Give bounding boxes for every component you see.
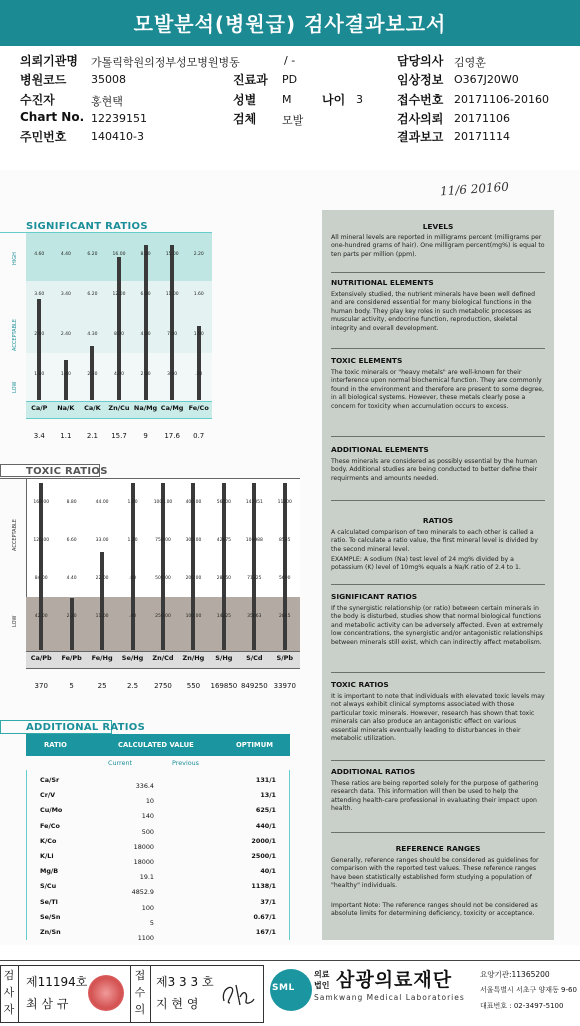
tox-value-label: 169850 [210, 682, 238, 690]
report-date-label: 결과보고 [397, 130, 444, 144]
tox-value-label: 370 [34, 682, 48, 690]
tox-tick-label: 5690 [279, 576, 291, 581]
tox-tick-label: 8.80 [66, 500, 77, 505]
ratio-name: Cr/V [40, 791, 56, 800]
report-date-value: 20171114 [454, 130, 510, 143]
ratio-name: K/Li [40, 852, 54, 860]
institution-label: 의뢰기관명 [20, 54, 78, 68]
sig-category-label: Ca/P [31, 404, 48, 412]
ratios-title: RATIOS [422, 516, 454, 525]
resident-no-value: 140410-3 [91, 130, 144, 143]
tox-tick-label: 750.00 [155, 538, 171, 543]
ratio-name: Se/Tl [40, 897, 58, 906]
tox-tick-label: 11300 [277, 500, 292, 505]
ratio-name: Zn/Sn [40, 928, 61, 936]
tox-category-label: Se/Hg [121, 654, 144, 662]
significant-title: SIGNIFICANT RATIOS [26, 221, 148, 232]
ratio-optimum: 2000/1 [251, 836, 276, 845]
additional-elements-text: These minerals are considered as possibly essential by the human body. Additional studies are being conducted to better define their requirments and amounts needed. [331, 458, 538, 482]
sig-tick-label: 15.00 [165, 252, 179, 257]
request-date-label: 검사의뢰 [397, 112, 444, 126]
sig-bar [197, 326, 201, 400]
tox-category-label: Fe/Hg [91, 654, 113, 662]
ratio-current: 5 [149, 918, 154, 927]
tox-bar [191, 483, 195, 650]
reference-text: Generally, reference ranges should be considered as guidelines for comparison with the reported test values. These reference ranges have been statistically established form studying a population of "healthy" individuals. [331, 857, 539, 890]
request-date-value: 20171106 [454, 112, 510, 125]
receiver-license: 제3 3 3 호 [156, 975, 214, 989]
examiner-name: 최 삼 규 [26, 997, 69, 1011]
sig-tick-label: 3.00 [167, 372, 178, 377]
tox-value-label: 849250 [240, 682, 268, 690]
sig-tick-label: 2.60 [34, 332, 45, 337]
footer [0, 960, 580, 1026]
clinical-info-value: O367J20W0 [454, 73, 519, 86]
additional-header [26, 734, 290, 756]
tox-tick-label: 200.00 [185, 576, 202, 581]
col-calculated: CALCULATED VALUE [118, 741, 194, 749]
tox-tick-label: 100.00 [185, 614, 202, 619]
ratio-current: 10 [145, 797, 154, 806]
sig-tick-label: 4.40 [60, 252, 71, 257]
ratio-optimum: 1138/1 [251, 882, 276, 891]
sig-value-label: 1.1 [60, 432, 72, 440]
receipt-no-label: 접수번호 [397, 93, 444, 107]
sig-tick-label: 2.20 [193, 252, 204, 257]
receiver-label: 접수의 [134, 969, 146, 1016]
institution-sep: / - [284, 54, 296, 67]
report-title: 모발분석(병원급) 검사결과보고서 [0, 0, 580, 46]
hospital-code-value: 35008 [91, 73, 126, 86]
sig-category-label: Na/Mg [133, 404, 158, 412]
sig-zone-low: LOW [12, 381, 18, 393]
department-label: 진료과 [233, 73, 268, 87]
ratio-current: 100 [141, 903, 154, 912]
additional-elements-title: ADDITIONAL ELEMENTS [331, 445, 429, 454]
tox-zone-acceptable: ACCEPTABLE [12, 519, 18, 551]
sig-tick-label: 4.00 [140, 332, 151, 337]
receipt-no-value: 20171106-20160 [454, 93, 549, 106]
reference-note: Important Note: The reference ranges should not be considered as absolute limits for determining deficiency, toxicity or acceptance. [331, 902, 538, 918]
ratios-text: A calculated comparison of two minerals to each other is called a ratio. To calculate a ratio value, the first mineral level is divided by the second mineral level. [331, 529, 538, 553]
signature-icon [218, 979, 256, 1009]
ratio-name: Cu/Mo [40, 806, 63, 815]
sig-value-label: 15.7 [111, 432, 127, 440]
col-optimum: OPTIMUM [236, 741, 273, 749]
tox-value-label: 2.5 [126, 682, 139, 690]
tox-tick-label: .80 [128, 576, 137, 581]
sig-category-label: Ca/Mg [160, 404, 184, 412]
company-english: Samkwang Medical Laboratories [314, 993, 465, 1002]
clinical-info-label: 임상정보 [397, 73, 444, 87]
tox-value-label: 25 [97, 682, 107, 690]
tox-tick-label: 44.00 [95, 500, 109, 505]
sig-tick-label: 12.00 [112, 292, 126, 297]
hospital-code-label: 병원코드 [20, 73, 67, 87]
specimen-value: 모발 [282, 114, 304, 127]
tox-tick-label: 168.00 [33, 500, 50, 505]
ratio-current: 18000 [133, 858, 154, 866]
tox-bar [252, 483, 256, 650]
sig-bar [37, 299, 41, 400]
sig-value-label: 17.6 [164, 432, 180, 440]
sig-value-label: 3.4 [33, 432, 45, 440]
sig-category-label: Na/K [57, 404, 75, 412]
tox-bar [161, 483, 165, 650]
tox-tick-label: 35663 [247, 614, 262, 619]
ratio-current: 140 [141, 812, 154, 821]
ratios-example: EXAMPLE: A sodium (Na) test level of 24 mg% divided by a potassium (K) level of 10mg% equals a Na/K ratio of 2.4 to 1. [331, 556, 521, 572]
sig-category-label: Zn/Cu [108, 404, 130, 412]
sig-tick-label: 1.00 [193, 332, 204, 337]
institution-value: 가톨릭학원의정부성모병원병동 [91, 56, 240, 69]
tox-tick-label: 1000.00 [153, 500, 173, 505]
sub-current: Current [108, 759, 133, 767]
ratio-current: 500 [141, 827, 154, 836]
sig-tick-label: 16.00 [112, 252, 126, 257]
sig-tick-label: 11.00 [165, 292, 179, 297]
ratio-current: 1100 [137, 934, 154, 942]
tox-tick-label: 14225 [216, 614, 232, 619]
tox-tick-label: 126.00 [33, 538, 50, 543]
levels-title: LEVELS [422, 222, 454, 231]
sig-tick-label: 1.40 [60, 372, 71, 377]
examiner-label: 검사자 [3, 969, 15, 1016]
tox-tick-label: 22.00 [95, 576, 109, 581]
tox-category-label: Fe/Pb [61, 654, 82, 662]
handwritten-note: 11/6 20160 [439, 179, 510, 199]
ratio-name: Mg/B [40, 867, 59, 876]
patient-label: 수진자 [20, 93, 55, 107]
ratio-name: K/Co [40, 836, 57, 845]
examiner-license: 제11194호 [26, 975, 88, 989]
significant-info-text: If the synergistic relationship (or ratio) between certain minerals in the body is disturbed, studies show that normal biological functions and metabolic activity can be adversely affected. Even at extremely low concentrations, the synergistic and/or antagonistic relationships between minerals still exist, which can indirectly affect metabolism. [331, 605, 543, 646]
chart-no-label: Chart No. [20, 110, 85, 124]
sex-value: M [282, 93, 292, 106]
tox-category-label: S/Hg [215, 654, 233, 662]
sig-tick-label: 2.30 [87, 372, 98, 377]
sig-tick-label: 1.60 [193, 292, 204, 297]
ratio-optimum: 167/1 [255, 928, 276, 936]
department-value: PD [282, 73, 298, 86]
tox-value-label: 550 [186, 682, 201, 690]
doctor-value: 김영훈 [454, 56, 486, 69]
tox-category-label: Zn/Hg [182, 654, 205, 662]
tox-bar [39, 483, 43, 650]
tox-tick-label: 142351 [245, 500, 263, 505]
chart-no-value: 12239151 [91, 112, 147, 125]
ratio-optimum: 131/1 [255, 776, 276, 784]
tox-category-label: S/Pb [276, 654, 293, 662]
ratio-optimum: 440/1 [255, 821, 276, 830]
specimen-label: 검체 [233, 112, 257, 126]
institution-number: 요양기관:11365200 [480, 970, 550, 979]
sig-tick-label: 8.00 [140, 252, 151, 257]
logo-text: SML [272, 983, 295, 993]
sig-tick-label: 1.60 [34, 372, 45, 377]
toxic-info-title: TOXIC RATIOS [331, 680, 389, 689]
tox-zone-low: LOW [12, 615, 18, 627]
sig-value-label: 0.7 [193, 432, 205, 440]
sig-tick-label: 2.00 [140, 372, 151, 377]
additional-title: ADDITIONAL RATIOS [26, 722, 146, 733]
sig-tick-label: .20 [195, 372, 203, 377]
ratio-name: S/Cu [40, 882, 57, 891]
tox-tick-label: 2.20 [66, 614, 77, 619]
tox-tick-label: 250.00 [155, 614, 171, 619]
sig-zone-high: HIGH [12, 252, 18, 265]
reference-title: REFERENCE RANGES [395, 844, 481, 853]
company-address: 서울특별시 서초구 양재동 9-60 [480, 986, 577, 994]
tox-value-label: 5 [69, 682, 74, 690]
tox-category-label: S/Cd [246, 654, 263, 662]
receiver-name: 지 현 영 [156, 997, 199, 1011]
sig-tick-label: 6.20 [87, 252, 98, 257]
col-ratio: RATIO [44, 741, 67, 749]
tox-tick-label: 1.20 [127, 538, 138, 543]
toxic-title: TOXIC RATIOS [26, 466, 108, 477]
tox-bar [70, 598, 74, 650]
company-phone: 대표번호 : 02-3497-5100 [480, 1002, 564, 1010]
tox-tick-label: 28450 [216, 576, 232, 581]
sig-zone-acceptable: ACCEPTABLE [12, 319, 18, 351]
resident-no-label: 주민번호 [20, 130, 67, 144]
sig-tick-label: 4.30 [87, 332, 98, 337]
tox-tick-label: 11.00 [95, 614, 109, 619]
toxic-info-text: It is important to note that individuals with elevated toxic levels may not always exhibit clinical symptoms associated with those particular toxic minerals. However, research has shown that toxic minerals can also produce an antagonistic effect on various essential minerals eventually leading to disturbances in their metabolic utilization. [331, 693, 545, 743]
additional-info-title: ADDITIONAL RATIOS [331, 767, 416, 776]
tox-tick-label: 42.00 [34, 614, 48, 619]
ratio-name: Se/Sn [40, 912, 61, 921]
sig-tick-label: 6.00 [140, 292, 151, 297]
tox-tick-label: 84.00 [34, 576, 48, 581]
sig-category-label: Ca/K [84, 404, 101, 412]
tox-bar [131, 483, 135, 650]
tox-tick-label: .40 [128, 614, 137, 619]
ratio-current: 336.4 [135, 782, 154, 790]
significant-info-title: SIGNIFICANT RATIOS [331, 592, 418, 601]
tox-value-label: 33970 [273, 682, 296, 690]
doctor-label: 담당의사 [397, 54, 444, 68]
tox-tick-label: 500.00 [155, 576, 171, 581]
sig-value-label: 9 [143, 432, 148, 440]
ratio-optimum: 40/1 [260, 867, 276, 876]
age-label: 나이 [322, 93, 346, 107]
ratio-name: Fe/Co [40, 821, 60, 830]
ratio-current: 4852.9 [131, 888, 154, 897]
sig-value-label: 2.1 [86, 432, 98, 440]
ratio-current: 18000 [133, 842, 154, 851]
tox-tick-label: 56000 [216, 500, 232, 505]
ratio-optimum: 625/1 [255, 806, 276, 815]
nutritional-title: NUTRITIONAL ELEMENTS [331, 278, 434, 287]
tox-value-label: 2750 [154, 682, 172, 690]
tox-tick-label: 106988 [245, 538, 263, 543]
tox-tick-label: 1.60 [127, 500, 138, 505]
sig-tick-label: 2.40 [60, 332, 71, 337]
levels-text: All mineral levels are reported in milligrams percent (milligrams per one-hundred grams of hair). One milligram percent(mg%) is equal to ten parts per million (ppm). [331, 234, 545, 258]
age-value: 3 [356, 93, 363, 106]
sig-tick-label: 7.00 [167, 332, 178, 337]
info-column [322, 210, 554, 940]
sig-bar [64, 360, 68, 400]
ratio-optimum: 37/1 [260, 897, 276, 906]
sig-tick-label: 6.20 [87, 292, 98, 297]
tox-category-label: Ca/Pb [30, 654, 52, 662]
sig-tick-label: 8.00 [113, 332, 125, 337]
toxic-elements-text: The toxic minerals or "heavy metals" are well-known for their interference upon normal biochemical function. They are commonly found in the environment and therefore are present to some degree, in all biological systems. However, these metals clearly pose a concern for toxicity when accumulation occurs to excess. [331, 369, 545, 410]
sig-bar [117, 257, 121, 400]
tox-tick-label: 2845 [279, 614, 291, 619]
tox-tick-label: 6.60 [66, 538, 77, 543]
red-seal-icon [88, 975, 124, 1011]
tox-tick-label: 300.00 [185, 538, 202, 543]
tox-tick-label: 4.40 [66, 576, 77, 581]
additional-info-text: These ratios are being reported solely for the purpose of gathering research data. This information will then be used to help the attending health-care professional in evaluating their impact upon health. [331, 780, 539, 813]
sig-tick-label: 4.00 [113, 372, 125, 377]
ratio-optimum: 2500/1 [251, 852, 276, 860]
tox-tick-label: 8535 [279, 538, 291, 543]
sig-tick-label: 3.40 [60, 292, 71, 297]
ratio-optimum: 13/1 [260, 791, 276, 800]
sig-tick-label: 4.60 [34, 252, 45, 257]
sub-previous: Previous [172, 759, 200, 767]
tox-bar [283, 483, 287, 650]
nutritional-text: Extensively studied, the nutrient minerals have been well defined and are considered essential for many biological functions in the human body. They play key roles in such metabolic processes as muscular activity, endocrine function, reproduction, skeletal integrity and overall development. [331, 291, 536, 332]
tox-bar [222, 483, 226, 650]
sig-tick-label: 3.60 [34, 292, 45, 297]
ratio-name: Ca/Sr [40, 776, 60, 784]
patient-info [0, 46, 580, 150]
patient-value: 홍현택 [91, 95, 123, 108]
toxic-elements-title: TOXIC ELEMENTS [331, 356, 403, 365]
tox-tick-label: 400.00 [185, 500, 202, 505]
tox-tick-label: 33.00 [95, 538, 109, 543]
sex-label: 성별 [233, 93, 257, 107]
corp-label: 의료법인 [314, 970, 330, 990]
company-name: 삼광의료재단 [336, 969, 453, 991]
ratio-current: 19.1 [139, 873, 154, 882]
tox-tick-label: 42675 [216, 538, 232, 543]
sig-category-label: Fe/Co [188, 404, 209, 412]
ratio-optimum: 0.67/1 [253, 912, 276, 921]
tox-bar [100, 552, 104, 650]
tox-tick-label: 71325 [247, 576, 262, 581]
tox-category-label: Zn/Cd [152, 654, 174, 662]
